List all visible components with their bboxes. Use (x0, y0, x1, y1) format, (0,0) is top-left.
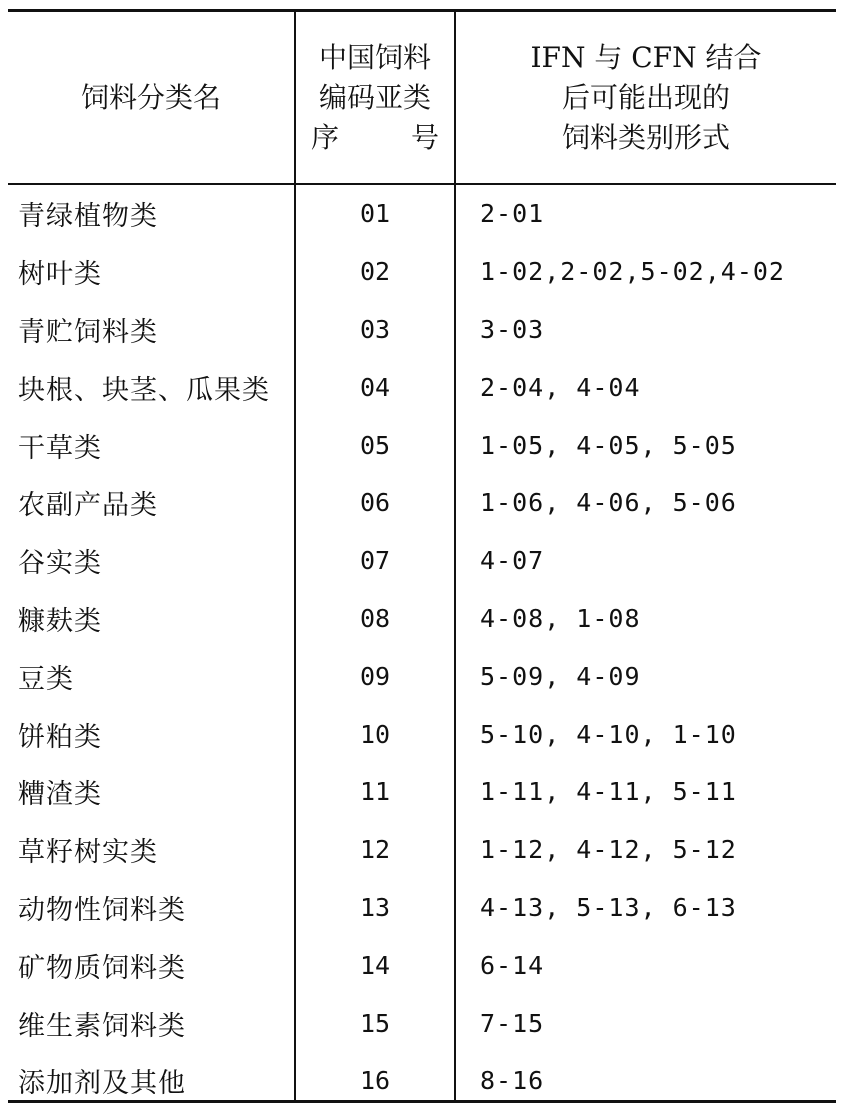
subclass-code-cell: 11 (359, 777, 391, 807)
table-row (8, 936, 836, 994)
table-row (8, 532, 836, 590)
header-col3-line-1: IFN 与 CFN 结合 (530, 40, 762, 74)
feed-category-name-cell: 矿物质饲料类 (18, 952, 186, 984)
subclass-code-cell: 14 (359, 950, 391, 980)
feed-category-name-cell: 添加剂及其他 (18, 1068, 186, 1100)
feed-class-forms-cell: 3-03 (480, 314, 545, 344)
table-row (8, 763, 836, 821)
table-row (8, 590, 836, 648)
feed-category-name-cell: 青绿植物类 (18, 201, 158, 233)
subclass-code-cell: 03 (359, 314, 391, 344)
header-col3-line-3: 饲料类别形式 (561, 120, 730, 154)
feed-class-forms-cell: 1-02,2-02,5-02,4-02 (480, 257, 785, 287)
feed-class-forms-cell: 5-09, 4-09 (480, 661, 641, 691)
subclass-code-cell: 09 (359, 661, 391, 691)
feed-class-forms-cell: 1-06, 4-06, 5-06 (480, 488, 737, 518)
feed-category-name-cell: 谷实类 (18, 548, 102, 580)
subclass-code-cell: 15 (359, 1008, 391, 1038)
table-row (8, 416, 836, 474)
header-col2-line-1: 中国饲料 (318, 40, 431, 74)
subclass-code-cell: 13 (359, 892, 391, 922)
header-col1-text: 饲料分类名 (80, 80, 221, 114)
feed-class-forms-cell: 7-15 (480, 1008, 545, 1038)
header-col2-line-3-a: 序 (311, 120, 340, 154)
feed-class-forms-cell: 8-16 (480, 1066, 545, 1096)
table-row (8, 705, 836, 763)
feed-class-forms-cell: 4-13, 5-13, 6-13 (480, 892, 737, 922)
feed-class-forms-cell: 5-10, 4-10, 1-10 (480, 719, 737, 749)
header-feed-category-name (8, 12, 294, 183)
feed-category-name-cell: 农副产品类 (18, 490, 158, 522)
feed-class-forms-cell: 1-11, 4-11, 5-11 (480, 777, 737, 807)
feed-class-forms-cell: 4-08, 1-08 (480, 603, 641, 633)
feed-category-name-cell: 块根、块茎、瓜果类 (18, 374, 270, 406)
feed-class-forms-cell: 4-07 (480, 546, 545, 576)
subclass-code-cell: 12 (359, 835, 391, 865)
subclass-code-cell: 10 (359, 719, 391, 749)
table-row (8, 358, 836, 416)
table-row (8, 185, 836, 243)
feed-class-forms-cell: 1-05, 4-05, 5-05 (480, 430, 737, 460)
subclass-code-cell: 06 (359, 488, 391, 518)
feed-category-name-cell: 干草类 (18, 432, 102, 464)
subclass-code-cell: 04 (359, 372, 391, 402)
table-row (8, 647, 836, 705)
feed-category-name-cell: 青贮饲料类 (18, 316, 158, 348)
table-row (8, 1052, 836, 1110)
table-row (8, 821, 836, 879)
subclass-code-cell: 16 (359, 1066, 391, 1096)
feed-category-name-cell: 动物性饲料类 (18, 894, 186, 926)
subclass-code-cell: 02 (359, 257, 391, 287)
subclass-code-cell: 05 (359, 430, 391, 460)
header-china-feed-subclass-number (296, 12, 454, 183)
table-row (8, 243, 836, 301)
feed-class-forms-cell: 2-04, 4-04 (480, 372, 641, 402)
table-row (8, 301, 836, 359)
subclass-code-cell: 07 (359, 546, 391, 576)
feed-category-name-cell: 饼粕类 (18, 721, 102, 753)
feed-category-name-cell: 糠麸类 (18, 605, 102, 637)
subclass-code-cell: 01 (359, 199, 391, 229)
feed-category-name-cell: 豆类 (18, 663, 74, 695)
feed-category-name-cell: 草籽树实类 (18, 837, 158, 869)
table-row (8, 879, 836, 937)
header-ifn-cfn-forms (456, 12, 836, 183)
table-row (8, 474, 836, 532)
feed-category-name-cell: 维生素饲料类 (18, 1010, 186, 1042)
table-row (8, 994, 836, 1052)
header-col2-line-2: 编码亚类 (318, 80, 431, 114)
feed-category-name-cell: 树叶类 (18, 259, 102, 291)
feed-class-forms-cell: 1-12, 4-12, 5-12 (480, 835, 737, 865)
feed-class-forms-cell: 6-14 (480, 950, 545, 980)
header-col2-line-3-b: 号 (410, 120, 439, 154)
feed-class-forms-cell: 2-01 (480, 199, 545, 229)
subclass-code-cell: 08 (359, 603, 391, 633)
header-col2-line-3 (311, 118, 439, 158)
header-col3-line-2: 后可能出现的 (561, 80, 730, 114)
feed-category-name-cell: 糟渣类 (18, 779, 102, 811)
